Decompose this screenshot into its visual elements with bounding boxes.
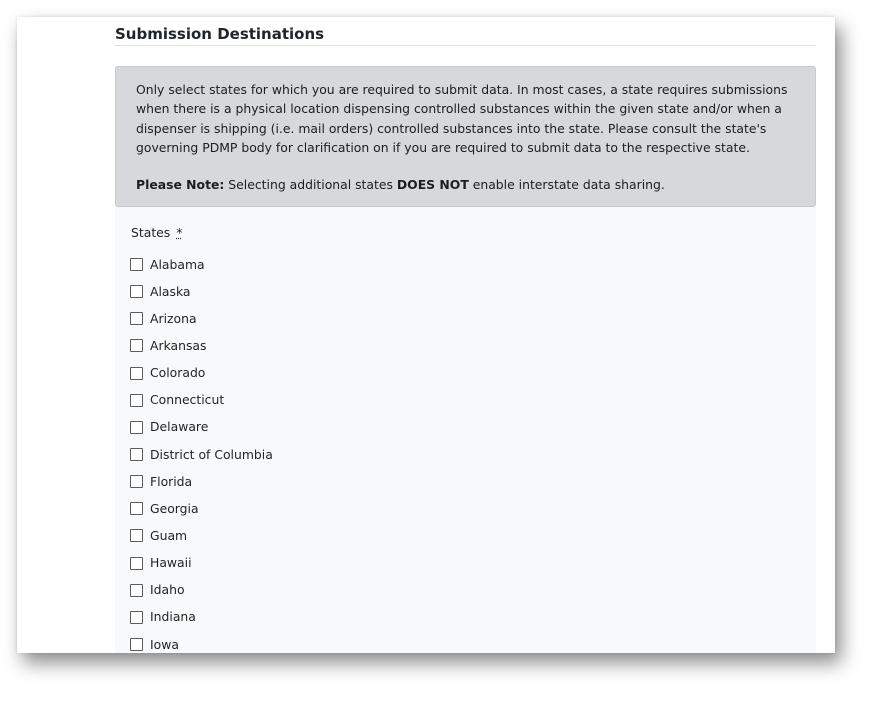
- state-option[interactable]: [130, 468, 273, 495]
- state-option[interactable]: [130, 414, 273, 441]
- checkbox[interactable]: [130, 421, 143, 434]
- state-label[interactable]: District of Columbia: [150, 446, 273, 462]
- state-option[interactable]: [130, 305, 273, 332]
- states-field-label: [131, 225, 182, 241]
- states-form: [115, 207, 816, 653]
- state-option[interactable]: [130, 522, 273, 549]
- note-label: Please Note:: [136, 177, 225, 193]
- state-option[interactable]: [130, 577, 273, 604]
- note-text-after: enable interstate data sharing.: [468, 177, 665, 193]
- checkbox[interactable]: [130, 638, 143, 651]
- checkbox[interactable]: [130, 258, 143, 271]
- checkbox[interactable]: [130, 312, 143, 325]
- state-label[interactable]: Hawaii: [150, 555, 192, 571]
- note-emphasis: DOES NOT: [396, 177, 469, 193]
- state-label[interactable]: Connecticut: [150, 392, 225, 408]
- state-option[interactable]: [130, 251, 273, 278]
- checkbox[interactable]: [130, 584, 143, 597]
- state-option[interactable]: [130, 387, 273, 414]
- state-option[interactable]: [130, 631, 273, 653]
- state-label[interactable]: Florida: [150, 473, 193, 489]
- state-option[interactable]: [130, 604, 273, 631]
- checkbox[interactable]: [130, 285, 143, 298]
- state-checkbox-list: [130, 251, 273, 653]
- state-option[interactable]: [130, 495, 273, 522]
- state-option[interactable]: [130, 360, 273, 387]
- state-label[interactable]: Guam: [150, 527, 188, 543]
- state-label[interactable]: Delaware: [150, 419, 209, 435]
- checkbox[interactable]: [130, 529, 143, 542]
- notice-box: [115, 66, 816, 207]
- state-label[interactable]: Idaho: [150, 582, 185, 598]
- checkbox[interactable]: [130, 367, 143, 380]
- notice-note: [136, 175, 795, 194]
- checkbox[interactable]: [130, 394, 143, 407]
- state-label[interactable]: Iowa: [150, 636, 179, 652]
- state-label[interactable]: Alabama: [150, 256, 205, 272]
- states-label-text: States: [131, 225, 171, 240]
- notice-body: Only select states for which you are required to submit data. In most cases, a state requires submissions when there is a physical location dispensing controlled substances within the given state and/or when a dispenser is shipping (i.e. mail orders) controlled substances into the state. Please consult the state's governing PDMP body for clarification on if you are required to submit data to the respective state.: [136, 82, 788, 155]
- state-option[interactable]: [130, 550, 273, 577]
- state-label[interactable]: Indiana: [150, 609, 196, 625]
- checkbox[interactable]: [130, 611, 143, 624]
- checkbox[interactable]: [130, 475, 143, 488]
- note-text-before: Selecting additional states: [224, 177, 397, 193]
- state-option[interactable]: [130, 278, 273, 305]
- checkbox[interactable]: [130, 502, 143, 515]
- checkbox[interactable]: [130, 557, 143, 570]
- state-label[interactable]: Arkansas: [150, 337, 207, 353]
- state-label[interactable]: Colorado: [150, 365, 206, 381]
- checkbox[interactable]: [130, 339, 143, 352]
- checkbox[interactable]: [130, 448, 143, 461]
- state-option[interactable]: [130, 332, 273, 359]
- state-label[interactable]: Georgia: [150, 500, 199, 516]
- required-mark: *: [176, 225, 183, 240]
- state-option[interactable]: [130, 441, 273, 468]
- state-label[interactable]: Arizona: [150, 310, 197, 326]
- state-label[interactable]: Alaska: [150, 283, 191, 299]
- section-title: Submission Destinations: [115, 25, 816, 46]
- page-container: [17, 17, 835, 653]
